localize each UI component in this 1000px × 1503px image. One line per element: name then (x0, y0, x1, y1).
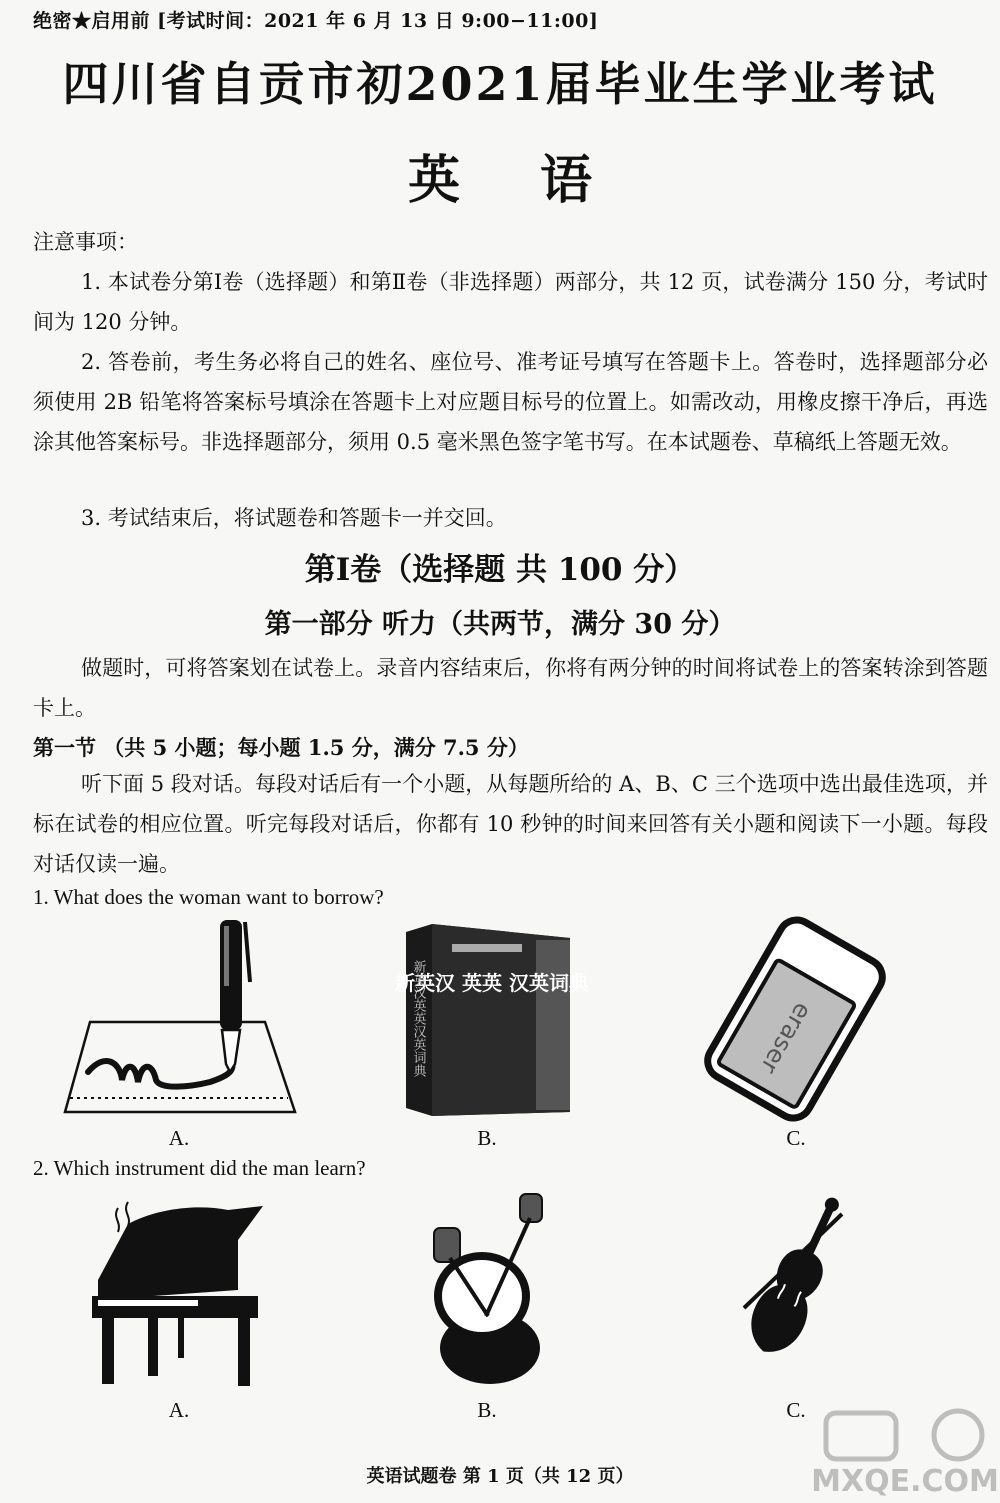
eraser-text: eraser (754, 998, 818, 1079)
notice-item-1: 1. 本试卷分第Ⅰ卷（选择题）和第Ⅱ卷（非选择题）两部分，共 12 页，试卷满分 150 分，考试时间为 120 分钟。 (33, 270, 988, 334)
option-1c-label: C. (786, 1126, 806, 1150)
exam-title: 四川省自贡市初2021届毕业生学业考试 (62, 57, 938, 111)
option-2a-image (88, 1200, 268, 1390)
piano-icon (88, 1200, 268, 1390)
option-2b-label: B. (477, 1398, 497, 1422)
option-1b-image (395, 920, 589, 1116)
page-footer: 英语试题卷 第 1 页（共 12 页） (366, 1466, 634, 1487)
notice-item-3: 3. 考试结束后，将试题卷和答题卡一并交回。 (81, 506, 507, 530)
option-1c-image (700, 916, 890, 1122)
watermark-logo-icon (811, 1405, 999, 1500)
notice-item-2: 2. 答卷前，考生务必将自己的姓名、座位号、准考证号填写在答题卡上。答卷时，选择题部分必须使用 2B 铅笔将答案标号填涂在答题卡上对应题目标号的位置上。如需改动，用橡皮擦干净后，再选涂其他答案标号。非选择题部分，须用 0.5 毫米黑色签字笔书写。在本试题卷、草稿纸上答题无效。 (33, 350, 988, 454)
part-title: 第一部分 听力（共两节，满分 30 分） (264, 609, 736, 640)
violin-icon (738, 1188, 848, 1388)
option-2c-image (738, 1188, 848, 1388)
section-title: 第Ⅰ卷（选择题 共 100 分） (304, 552, 696, 588)
watermark (811, 1405, 999, 1500)
option-1a-image (60, 912, 300, 1122)
eraser-icon (700, 916, 890, 1122)
option-2c-label: C. (786, 1398, 806, 1422)
pen-writing-icon (60, 912, 300, 1122)
option-2a-label: A. (168, 1398, 190, 1422)
question-1: 1. What does the woman want to borrow? (33, 885, 384, 909)
dictionary-spine-text: 新英汉英英汉英词典 (410, 960, 426, 1077)
question-2: 2. Which instrument did the man learn? (33, 1156, 366, 1180)
drum-icon (430, 1188, 550, 1398)
jie-title: 第一节 （共 5 小题；每小题 1.5 分，满分 7.5 分） (33, 735, 529, 760)
option-1a-label: A. (168, 1126, 190, 1150)
notice-heading: 注意事项： (33, 230, 138, 254)
option-1b-label: B. (477, 1126, 497, 1150)
jie-instruction: 听下面 5 段对话。每段对话后有一个小题，从每题所给的 A、B、C 三个选项中选出最佳选项，并标在试卷的相应位置。听完每段对话后，你都有 10 秒钟的时间来回答有关小题和阅读下一小题。每段对话仅读一遍。 (33, 772, 988, 876)
dictionary-cover-text: 新英汉 英英 汉英词典 (395, 971, 589, 995)
secret-header: 绝密★启用前 [考试时间：2021 年 6 月 13 日 9:00−11:00] (33, 10, 599, 32)
watermark-text: MXQE.COM (811, 1464, 999, 1499)
part-instruction: 做题时，可将答案划在试卷上。录音内容结束后，你将有两分钟的时间将试卷上的答案转涂到答题卡上。 (33, 656, 988, 720)
subject-title: 英语 (407, 150, 672, 211)
option-2b-image (430, 1188, 550, 1398)
dictionary-icon (395, 920, 589, 1116)
